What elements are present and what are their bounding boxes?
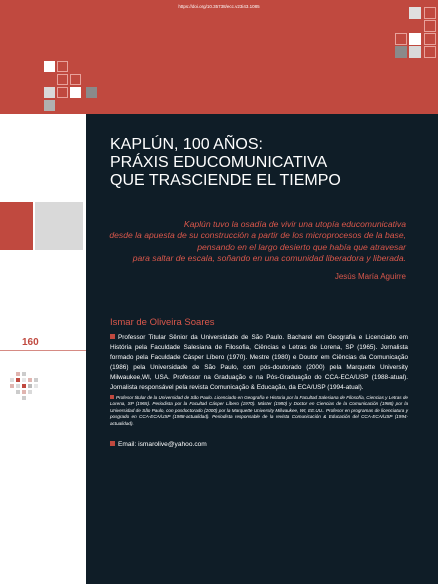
square <box>57 61 68 72</box>
bio-es-text: Profesor titular de la Universidad de São Paulo. Licenciado en Geografía e Historia por la Facultad Salesiana de Filosofía, Ciencias y Letras de Lorena, SP (1965). Periodista por la Facultad Cásper Líbero (1970). Máster (1980) y Doctor en Ciencias de la Comunicación (1986) por la Universidad de São Paulo, con posdoctorado (2000) por la Marquette University Milwaukee, WI, EE.UU.. Profesor en programas de licenciatura y posgrado en CCA-ECA/USP (1988-actualidad). Periodista responsable de la revista Comunicación & Educación del CCA-ECA/USP (1994-actualidad). <box>110 395 408 426</box>
page-divider <box>0 350 86 351</box>
square <box>70 74 81 85</box>
square <box>44 87 55 98</box>
page-number: 160 <box>22 337 39 348</box>
author-name: Ismar de Oliveira Soares <box>110 317 215 328</box>
epigraph-line: para saltar de escala, soñando en una comunidad liberadora y liberada. <box>132 252 406 263</box>
doi-link[interactable]: https://doi.org/10.35738/ecc.v23i43.1085 <box>178 4 260 9</box>
author-bio-pt <box>110 333 408 392</box>
square <box>395 46 407 58</box>
square <box>424 20 436 32</box>
author-bio-es <box>110 395 408 427</box>
title-line: QUE TRASCIENDE EL TIEMPO <box>110 172 341 189</box>
title-line: PRÁXIS EDUCOMUNICATIVA <box>110 154 328 171</box>
decorative-red-block <box>0 202 33 250</box>
square <box>409 46 421 58</box>
epigraph-line: pensando en el largo desierto que había que atravesar <box>197 241 406 252</box>
square <box>44 61 55 72</box>
bullet-icon <box>110 441 115 446</box>
decorative-grey-block <box>35 202 83 250</box>
bullet-icon <box>110 395 114 399</box>
square <box>57 87 68 98</box>
square <box>70 87 81 98</box>
mosaic-icon <box>8 372 42 404</box>
square <box>409 7 421 19</box>
square <box>424 7 436 19</box>
square <box>44 100 55 111</box>
square <box>424 33 436 45</box>
square <box>424 46 436 58</box>
bullet-icon <box>110 334 115 339</box>
author-email <box>110 441 207 448</box>
email-text[interactable]: Email: ismarolive@yahoo.com <box>118 441 207 448</box>
square <box>86 87 97 98</box>
square <box>57 74 68 85</box>
article-title <box>110 136 430 190</box>
epigraph-author: Jesús María Aguirre <box>334 272 406 281</box>
epigraph <box>86 219 406 264</box>
title-line: KAPLÚN, 100 AÑOS: <box>110 136 263 153</box>
square <box>409 33 421 45</box>
bio-pt-text: Professor Titular Sênior da Universidade de São Paulo. Bacharel em Geografia e Licenciado em História pela Faculdade Salesiana de Filosofia, Ciências e Letras de Lorena, SP (1965). Jornalista formado pela Faculdade Cásper Líbero (1970). Mestre (1980) e Doutor em Ciências da Comunicação (1986) pela Universidade de São Paulo, com pós-doutorado (2000) pela Marquette University Milwaukee,WI, USA. Professor na Graduação e na Pós-Graduação do CCA-ECA/USP (1988-atual). Jornalista responsável pela revista Comunicação & Educação, da ECA/USP (1994-atual). <box>110 334 408 391</box>
epigraph-line: Kaplún tuvo la osadía de vivir una utopía educomunicativa <box>183 219 406 229</box>
epigraph-line: desde la apuesta de su construcción a partir de los microprocesos de la base, <box>109 230 406 241</box>
square <box>395 33 407 45</box>
